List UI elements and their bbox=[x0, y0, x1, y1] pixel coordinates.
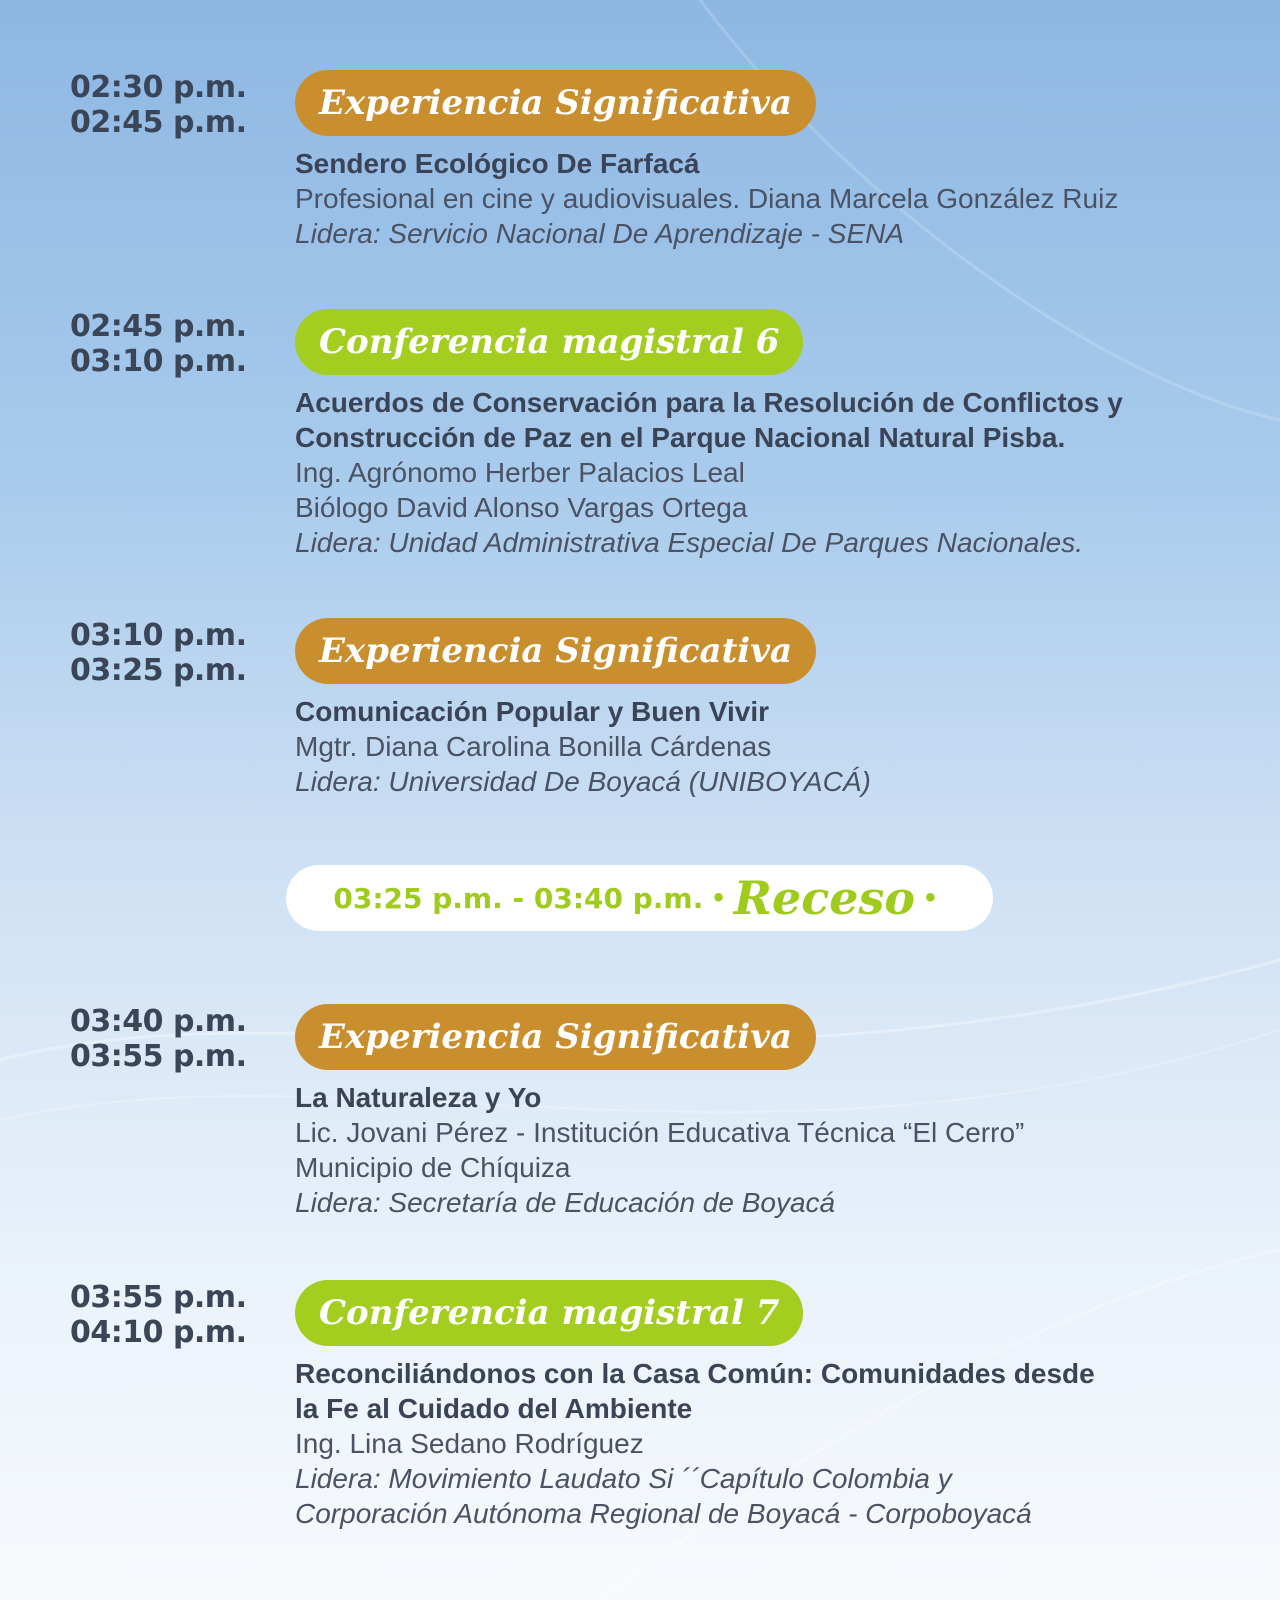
led-by: Corporación Autónoma Regional de Boyacá - Corpoboyacá bbox=[295, 1498, 1032, 1529]
session-title: Sendero Ecológico De Farfacá bbox=[295, 148, 700, 179]
led-by: Lidera: Universidad De Boyacá (UNIBOYACÁ) bbox=[295, 766, 871, 797]
session-title: Comunicación Popular y Buen Vivir bbox=[295, 696, 770, 727]
session-title-line: la Fe al Cuidado del Ambiente bbox=[295, 1393, 693, 1424]
speaker: Ing. Lina Sedano Rodríguez bbox=[295, 1428, 644, 1459]
start-time: 02:30 p.m. bbox=[70, 70, 247, 105]
session-time bbox=[70, 1280, 246, 1350]
break-label: Receso bbox=[733, 871, 916, 925]
end-time: 03:25 p.m. bbox=[70, 653, 247, 688]
speaker: Ing. Agrónomo Herber Palacios Leal bbox=[295, 457, 745, 488]
session-badge: Experiencia Significativa bbox=[295, 70, 816, 136]
session-title-line: Reconciliándonos con la Casa Común: Comunidades desde bbox=[295, 1358, 1095, 1389]
session-title: La Naturaleza y Yo bbox=[295, 1082, 542, 1113]
break-banner bbox=[286, 865, 993, 931]
speaker: Lic. Jovani Pérez - Institución Educativa Técnica “El Cerro” bbox=[295, 1117, 1025, 1148]
session-badge: Conferencia magistral 7 bbox=[295, 1280, 803, 1346]
speaker: Mgtr. Diana Carolina Bonilla Cárdenas bbox=[295, 731, 772, 762]
session-time bbox=[70, 1004, 246, 1074]
led-by: Lidera: Unidad Administrativa Especial De Parques Nacionales. bbox=[295, 527, 1084, 558]
start-time: 03:55 p.m. bbox=[70, 1280, 247, 1315]
end-time: 02:45 p.m. bbox=[70, 105, 247, 140]
bullet-dot: • bbox=[925, 881, 936, 914]
session-details bbox=[295, 694, 1235, 799]
session-time bbox=[70, 309, 246, 379]
session-badge: Experiencia Significativa bbox=[295, 1004, 816, 1070]
break-time: 03:25 p.m. - 03:40 p.m. bbox=[333, 881, 704, 915]
session-title-line: Acuerdos de Conservación para la Resolución de Conflictos y bbox=[295, 387, 1123, 418]
end-time: 04:10 p.m. bbox=[70, 1315, 247, 1350]
end-time: 03:55 p.m. bbox=[70, 1039, 247, 1074]
session-time bbox=[70, 70, 246, 140]
session-badge: Conferencia magistral 6 bbox=[295, 309, 803, 375]
session-time bbox=[70, 618, 246, 688]
bullet-dot: • bbox=[713, 881, 724, 914]
session-details bbox=[295, 385, 1235, 560]
led-by: Lidera: Secretaría de Educación de Boyacá bbox=[295, 1187, 836, 1218]
led-by: Lidera: Movimiento Laudato Si ´´Capítulo Colombia y bbox=[295, 1463, 952, 1494]
session-details bbox=[295, 1356, 1235, 1531]
speaker: Biólogo David Alonso Vargas Ortega bbox=[295, 492, 748, 523]
end-time: 03:10 p.m. bbox=[70, 344, 247, 379]
session-badge: Experiencia Significativa bbox=[295, 618, 816, 684]
speaker: Profesional en cine y audiovisuales. Diana Marcela González Ruiz bbox=[295, 183, 1119, 214]
session-details bbox=[295, 1080, 1235, 1220]
speaker-location: Municipio de Chíquiza bbox=[295, 1152, 571, 1183]
start-time: 03:10 p.m. bbox=[70, 618, 247, 653]
start-time: 03:40 p.m. bbox=[70, 1004, 247, 1039]
start-time: 02:45 p.m. bbox=[70, 309, 247, 344]
session-details bbox=[295, 146, 1235, 251]
led-by: Lidera: Servicio Nacional De Aprendizaje - SENA bbox=[295, 218, 905, 249]
session-title-line: Construcción de Paz en el Parque Nacional Natural Pisba. bbox=[295, 422, 1066, 453]
